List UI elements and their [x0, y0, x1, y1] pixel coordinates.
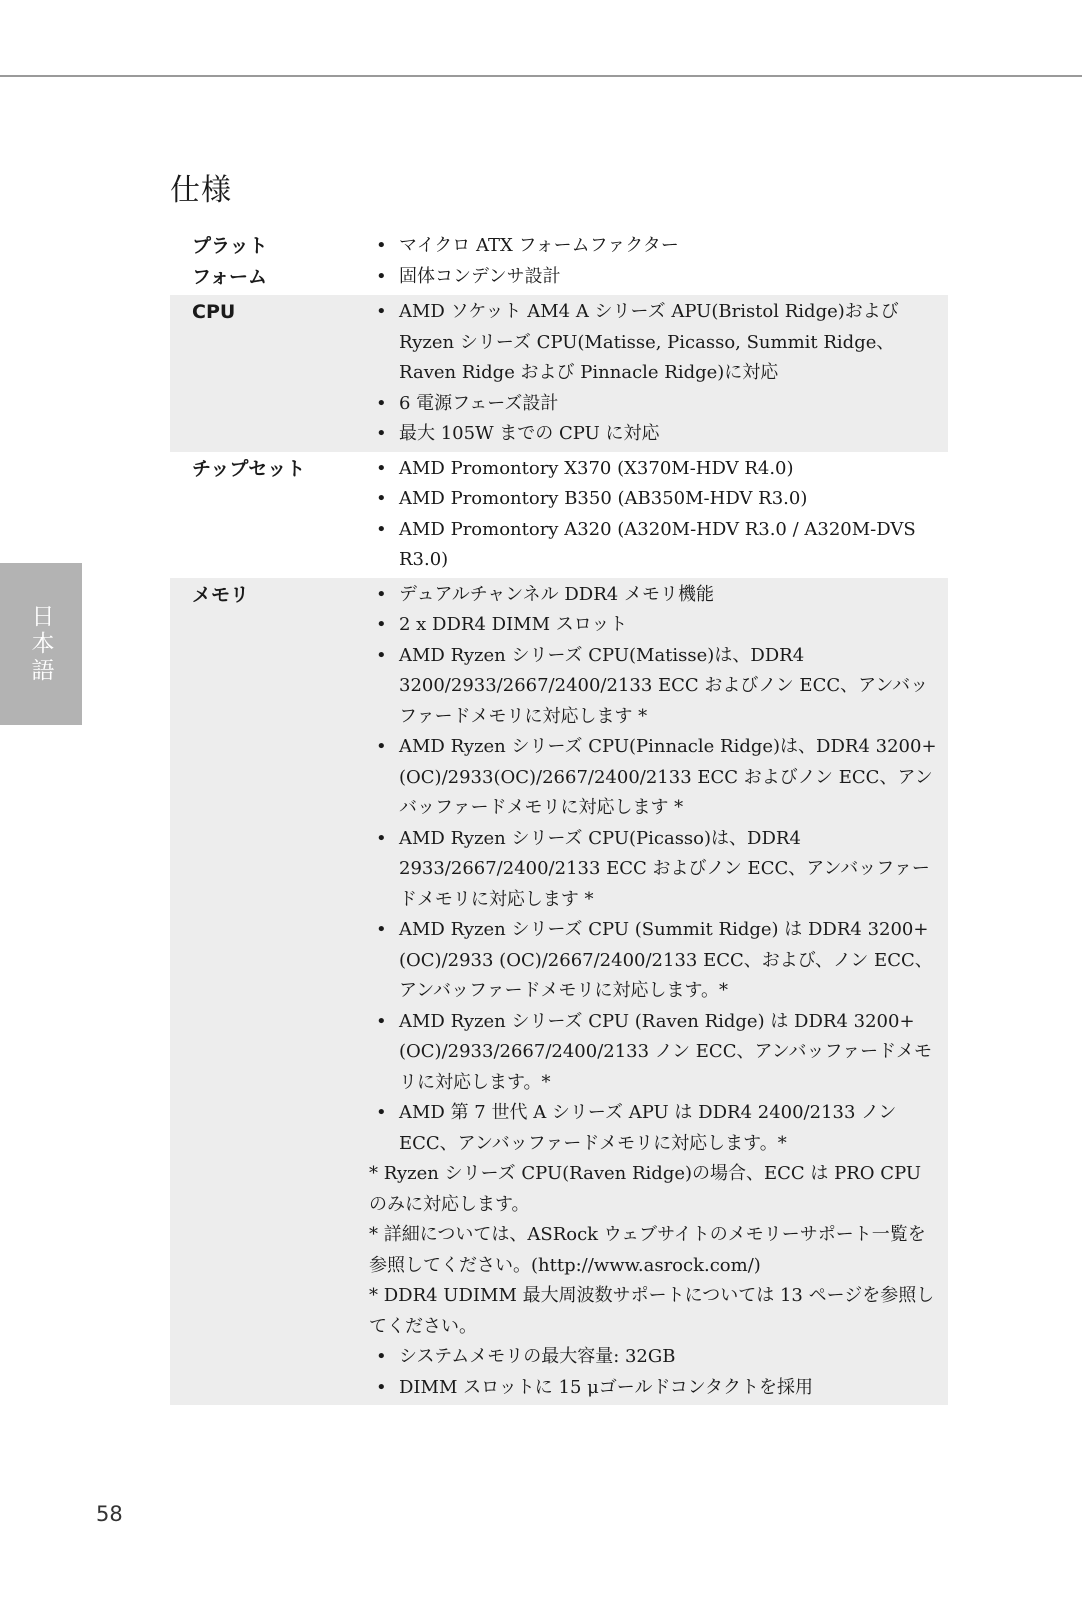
- spec-label-platform: [170, 229, 354, 295]
- footnote: * DDR4 UDIMM 最大周波数サポートについては 13 ページを参照してください。: [369, 1285, 935, 1337]
- spec-row-memory: [170, 578, 948, 1406]
- list-item: • デュアルチャンネル DDR4 メモリ機能: [369, 580, 938, 611]
- spec-row-cpu: [170, 295, 948, 452]
- spec-content-memory: [354, 578, 948, 1406]
- spec-label-chipset: [170, 452, 354, 578]
- list-item: • 最大 105W までの CPU に対応: [369, 419, 938, 450]
- header-rule: [0, 75, 1082, 77]
- spec-row-platform: [170, 229, 948, 295]
- list-item: • AMD Ryzen シリーズ CPU(Picasso)は、DDR4 2933/2667/2400/2133 ECC およびノン ECC、アンバッファードメモリに対応します *: [369, 824, 938, 916]
- footnote: * 詳細については、ASRock ウェブサイトのメモリーサポート一覧を参照してください。(http://www.asrock.com/): [369, 1224, 926, 1276]
- list-item: • 2 x DDR4 DIMM スロット: [369, 610, 938, 641]
- language-tab-label: 日本語: [27, 603, 54, 685]
- spec-table: [170, 229, 948, 1405]
- spec-label-cpu: [170, 295, 354, 452]
- spec-list: [369, 297, 938, 450]
- list-item: • システムメモリの最大容量: 32GB: [369, 1342, 938, 1373]
- spec-content-cpu: [354, 295, 948, 452]
- list-item: • AMD Promontory A320 (A320M-HDV R3.0 / A320M-DVS R3.0): [369, 515, 938, 576]
- spec-list: [369, 580, 938, 1160]
- spec-label-line: メモリ: [192, 583, 250, 606]
- spec-list: [369, 231, 938, 292]
- spec-label-line: CPU: [192, 301, 236, 323]
- language-tab: [0, 563, 82, 725]
- list-item: • マイクロ ATX フォームファクター: [369, 231, 938, 262]
- list-item: • AMD ソケット AM4 A シリーズ APU(Bristol Ridge)および Ryzen シリーズ CPU(Matisse, Picasso, Summit Ridge、Raven Ridge および Pinnacle Ridge)に対応: [369, 297, 938, 389]
- spec-content-platform: [354, 229, 948, 295]
- list-item: • AMD Promontory B350 (AB350M-HDV R3.0): [369, 484, 938, 515]
- list-item: • AMD Ryzen シリーズ CPU (Raven Ridge) は DDR4 3200+(OC)/2933/2667/2400/2133 ノン ECC、アンバッファードメモリに対応します。*: [369, 1007, 938, 1099]
- spec-content-chipset: [354, 452, 948, 578]
- list-item: • DIMM スロットに 15 μゴールドコンタクトを採用: [369, 1373, 938, 1404]
- list-item: • 6 電源フェーズ設計: [369, 389, 938, 420]
- list-item: • AMD Promontory X370 (X370M-HDV R4.0): [369, 454, 938, 485]
- list-item: • AMD Ryzen シリーズ CPU (Summit Ridge) は DDR4 3200+(OC)/2933 (OC)/2667/2400/2133 ECC、および、ノン ECC、アンバッファードメモリに対応します。*: [369, 915, 938, 1007]
- page-title: 仕様: [170, 173, 232, 208]
- list-item: • AMD Ryzen シリーズ CPU(Matisse)は、DDR4 3200/2933/2667/2400/2133 ECC およびノン ECC、アンバッファードメモリに対応します *: [369, 641, 938, 733]
- spec-list: [369, 1342, 938, 1403]
- list-item: • AMD Ryzen シリーズ CPU(Pinnacle Ridge)は、DDR4 3200+(OC)/2933(OC)/2667/2400/2133 ECC およびノン ECC、アンバッファードメモリに対応します *: [369, 732, 938, 824]
- spec-label-line: フォーム: [192, 266, 268, 288]
- spec-label-line: プラット: [192, 235, 268, 257]
- spec-list: [369, 454, 938, 576]
- spec-label-memory: [170, 578, 354, 1406]
- spec-row-chipset: [170, 452, 948, 578]
- page-number: 58: [96, 1502, 123, 1526]
- list-item: • AMD 第 7 世代 A シリーズ APU は DDR4 2400/2133 ノン ECC、アンバッファードメモリに対応します。*: [369, 1098, 938, 1159]
- list-item: • 固体コンデンサ設計: [369, 262, 938, 293]
- footnote: * Ryzen シリーズ CPU(Raven Ridge)の場合、ECC は PRO CPU のみに対応します。: [369, 1163, 922, 1215]
- spec-label-line: チップセット: [192, 457, 306, 480]
